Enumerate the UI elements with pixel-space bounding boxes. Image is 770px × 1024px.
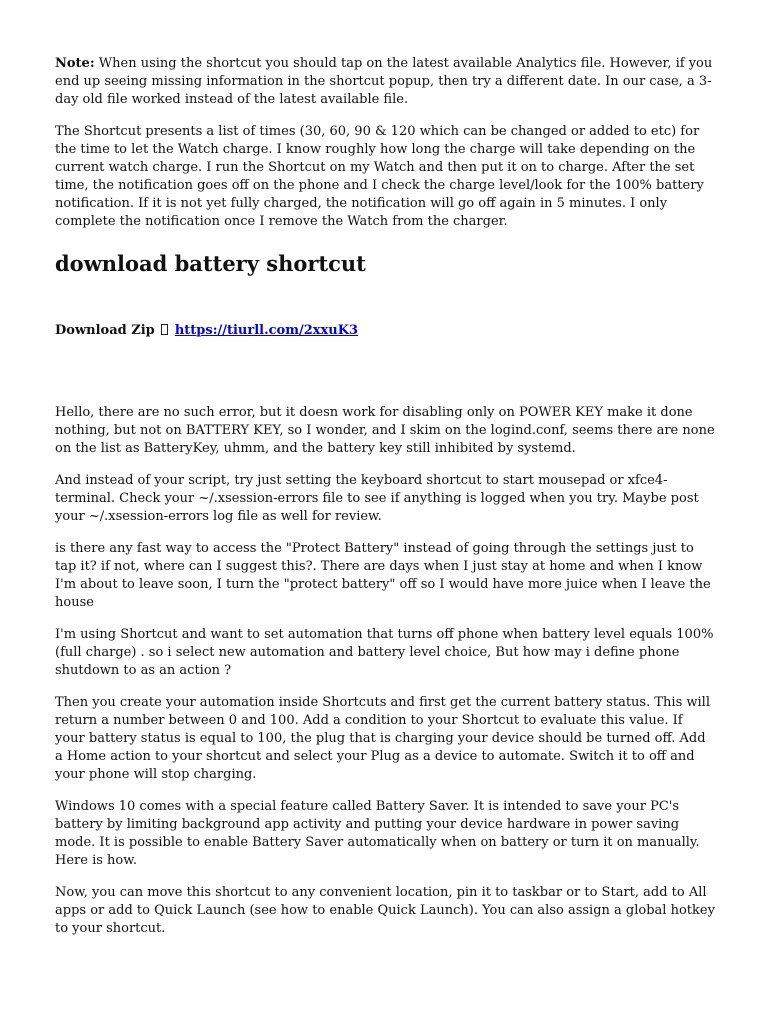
download-link[interactable]: https://tiurll.com/2xxuK3 [174,323,359,338]
paragraph-battery-saver: Windows 10 comes with a special feature called Battery Saver. It is intended to save your PC's battery by limiting background app activity and putting your device hardware in power saving mode. It is possible to enable Battery Saver automatically when on battery or turn it on manually. Here is how. [55,799,700,868]
paragraph-automation-question: I'm using Shortcut and want to set automation that turns off phone when battery level equals 100% (full charge) . so i select new automation and battery level choice, But how may i define phone shutdown to as an action ? [55,627,714,678]
paragraph-protect-battery: is there any fast way to access the "Protect Battery" instead of going through the settings just to tap it? if not, where can I suggest this?. There are days when I just stay at home and when I know I'm about to leave soon, I turn the "protect battery" off so I would have more juice when I leave the house [55,541,711,610]
note-paragraph [55,55,715,109]
section-heading: download battery shortcut [55,251,366,276]
note-text: When using the shortcut you should tap on the latest available Analytics file. However, if you end up seeing missing information in the shortcut popup, then try a different date. In our case, a 3-day old file worked instead of the latest available file. [55,56,713,107]
note-label: Note: [55,56,95,71]
document-page [55,55,715,952]
missing-glyph-icon [161,324,168,335]
article-body [55,404,715,938]
paragraph-move-shortcut: Now, you can move this shortcut to any convenient location, pin it to taskbar or to Start, add to All apps or add to Quick Launch (see how to enable Quick Launch). You can also assign a global hotkey to your shortcut. [55,885,715,936]
paragraph-automation-answer: Then you create your automation inside Shortcuts and first get the current battery status. This will return a number between 0 and 100. Add a condition to your Shortcut to evaluate this value. If your battery status is equal to 100, the plug that is charging your device should be turned off. Add a Home action to your shortcut and select your Plug as a device to automate. Switch it to off and your phone will stop charging. [55,695,710,782]
paragraph-power-key: Hello, there are no such error, but it doesn work for disabling only on POWER KEY make it done nothing, but not on BATTERY KEY, so I wonder, and I skim on the logind.conf, seems there are none on the list as BatteryKey, uhmm, and the battery key still inhibited by systemd. [55,405,715,456]
download-line [55,322,715,340]
watch-charge-paragraph: The Shortcut presents a list of times (30, 60, 90 & 120 which can be changed or added to etc) for the time to let the Watch charge. I know roughly how long the charge will take depending on the current watch charge. I run the Shortcut on my Watch and then put it on to charge. After the set time, the notification goes off on the phone and I check the charge level/look for the 100% battery notification. If it is not yet fully charged, the notification will go off again in 5 minutes. I only complete the notification once I remove the Watch from the charger. [55,124,704,229]
paragraph-keyboard-shortcut: And instead of your script, try just setting the keyboard shortcut to start mousepad or xfce4-terminal. Check your ~/.xsession-errors file to see if anything is logged when you try. Maybe post your ~/.xsession-errors log file as well for review. [55,473,699,524]
download-label: Download Zip [55,323,155,338]
